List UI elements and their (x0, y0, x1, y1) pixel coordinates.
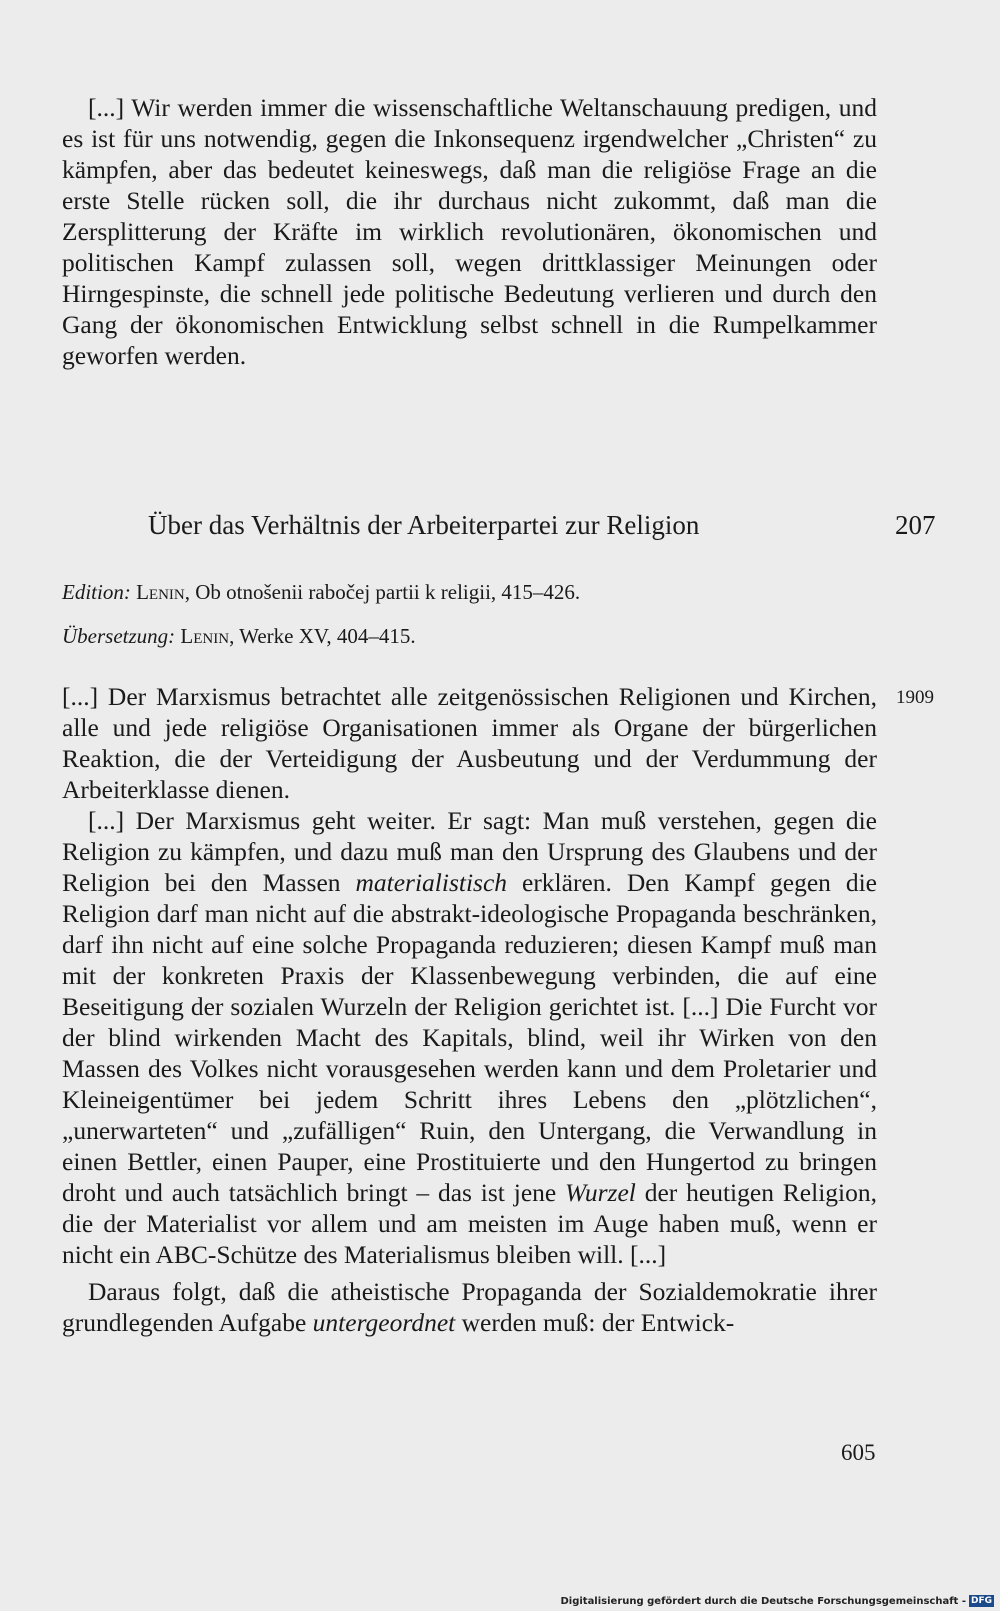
paragraph-3 (62, 1276, 877, 1338)
translation-text: , Werke XV, 404–415. (229, 624, 416, 648)
edition-label: Edition: (62, 580, 131, 604)
paragraph-2-part-c: der heutigen Religion, die der Materialist vor allem und am meisten im Auge haben muß, wenn er nicht ein ABC-Schütze des Materialismus bleiben will. [...] (62, 1178, 877, 1269)
margin-year: 1909 (896, 687, 934, 708)
digitization-footer (560, 1595, 994, 1607)
footer-text: Digitalisierung gefördert durch die Deutsche Forschungsgemeinschaft - (560, 1595, 966, 1607)
emphasis-untergeordnet: untergeordnet (312, 1308, 456, 1337)
page-number: 605 (841, 1440, 876, 1465)
paragraph-1: [...] Der Marxismus betrachtet alle zeitgenössischen Religionen und Kirchen, alle und jede religiöse Organisationen immer als Organe der bürgerlichen Reaktion, die der Verteidigung der Ausbeutung und der Verdummung der Arbeiterklasse dienen. (62, 682, 877, 804)
body-text (62, 681, 877, 1338)
paragraph-2 (62, 805, 877, 1270)
edition-line (62, 578, 580, 606)
emphasis-materialistisch: materialistisch (355, 868, 508, 897)
edition-author: Lenin (136, 580, 185, 604)
translation-label: Übersetzung: (62, 624, 176, 648)
section-title: Über das Verhältnis der Arbeiterpartei zur Religion (148, 510, 700, 540)
dfg-logo: DFG (970, 1596, 992, 1606)
quote-text: [...] Wir werden immer die wissenschaftliche Weltanschauung predigen, und es ist für uns notwendig, gegen die Inkonsequenz irgendwelcher „Christen“ zu kämpfen, aber das bedeutet keineswegs, daß man die religiöse Frage an die erste Stelle rücken soll, die ihr durchaus nicht zukommt, daß man die Zersplitterung der Kräfte im wirklich revolutionären, ökonomischen und politischen Kampf zulassen soll, wegen drittklassiger Meinungen oder Hirngespinste, die schnell jede politische Bedeutung verlieren und durch den Gang der ökonomischen Entwicklung selbst schnell in die Rumpelkammer geworfen werden. (62, 93, 877, 370)
edition-text: , Ob otnošenii rabočej partii k religii, 415–426. (184, 580, 581, 604)
emphasis-wurzel: Wurzel (565, 1178, 636, 1207)
paragraph-3-part-b: werden muß: der Entwick- (455, 1308, 735, 1337)
paragraph-3-part-a: Daraus folgt, daß die atheistische Propaganda der Sozialdemokratie ihrer grundlegenden Aufgabe (62, 1277, 877, 1337)
section-number: 207 (895, 510, 936, 540)
quote-paragraph (62, 92, 877, 371)
translation-line (62, 622, 416, 650)
paragraph-2-part-a: [...] Der Marxismus geht weiter. Er sagt: Man muß verstehen, gegen die Religion zu kämpfen, und dazu muß man den Ursprung des Glaubens und der Religion bei den Massen (62, 806, 877, 897)
paragraph-2-part-b: erklären. Den Kampf gegen die Religion darf man nicht auf die abstrakt-ideologische Propaganda beschränken, darf ihn nicht auf eine solche Propaganda reduzieren; diesen Kampf muß man mit der konkreten Praxis der Klassenbewegung verbinden, die auf eine Beseitigung der sozialen Wurzeln der Religion gerichtet ist. [...] Die Furcht vor der blind wirkenden Macht des Kapitals, blind, weil ihr Wirken von den Massen des Volkes nicht vorausgesehen werden kann und dem Proletarier und Kleineigentümer bei jedem Schritt ihres Lebens den „plötzlichen“, „unerwarteten“ und „zufälligen“ Ruin, den Untergang, die Verwandlung in einen Bettler, einen Pauper, eine Prostituierte und den Hungertod zu bringen droht und auch tatsächlich bringt – das ist jene (62, 868, 877, 1207)
translation-author: Lenin (180, 624, 230, 648)
